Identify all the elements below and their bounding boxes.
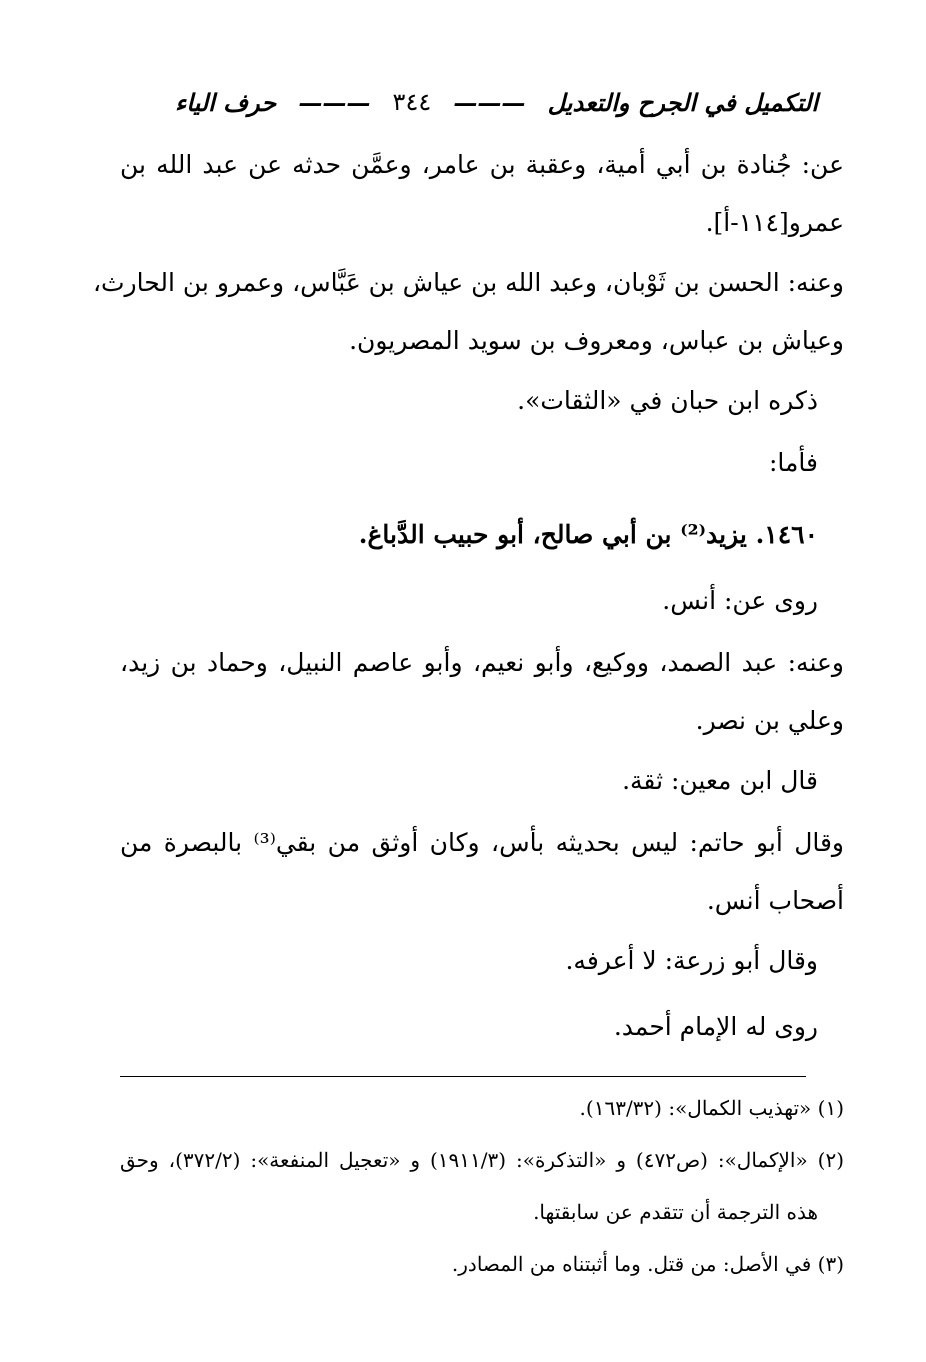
entry-heading: ١٤٦٠. يزيد⁽²⁾ بن أبي صالح، أبو حبيب الدَّباغ. — [358, 520, 818, 549]
body-line: ذكره ابن حبان في «الثقات». — [517, 386, 818, 415]
header-book-title: التكميل في الجرح والتعديل — [547, 87, 818, 117]
footnote-continuation: هذه الترجمة أن تتقدم عن سابقتها. — [533, 1200, 818, 1224]
page-number: ٣٤٤ — [392, 88, 432, 116]
body-line: روى له الإمام أحمد. — [613, 1012, 818, 1041]
body-line: وقال أبو حاتم: ليس بحديثه بأس، وكان أوثق من بقي⁽³⁾ بالبصرة من — [120, 828, 844, 857]
body-line: روى عن: أنس. — [662, 586, 818, 615]
body-line: وعلي بن نصر. — [695, 706, 844, 735]
body-line: عمرو[١١٤-أ]. — [705, 208, 844, 237]
footnote: (١) «تهذيب الكمال»: (١٦٣/٣٢). — [579, 1096, 844, 1120]
footnote-divider — [120, 1076, 806, 1077]
header-section-title: حرف الياء — [175, 87, 277, 117]
running-header — [175, 80, 818, 124]
body-line: عن: جُنادة بن أبي أمية، وعقبة بن عامر، وعمَّن حدثه عن عبد الله بن — [120, 150, 844, 179]
body-line: وعياش بن عباس، ومعروف بن سويد المصريون. — [349, 326, 844, 355]
header-dash-left: ——— — [298, 87, 371, 117]
footnote: (٢) «الإكمال»: (ص٤٧٢) و «التذكرة»: (١٩١١/٣) و «تعجيل المنفعة»: (٣٧٢/٢)، وحق — [120, 1148, 845, 1172]
body-line: وعنه: عبد الصمد، ووكيع، وأبو نعيم، وأبو عاصم النبيل، وحماد بن زيد، — [120, 648, 844, 677]
body-line: وقال أبو زرعة: لا أعرفه. — [565, 946, 818, 975]
body-line: قال ابن معين: ثقة. — [622, 766, 818, 795]
body-line: أصحاب أنس. — [706, 886, 844, 915]
footnote: (٣) في الأصل: من قتل. وما أثبتناه من المصادر. — [451, 1252, 844, 1276]
body-line: وعنه: الحسن بن ثَوْبان، وعبد الله بن عياش بن عَبَّاس، وعمرو بن الحارث، — [92, 268, 844, 297]
body-line: فأما: — [769, 448, 818, 477]
header-dash-right: ——— — [453, 87, 526, 117]
